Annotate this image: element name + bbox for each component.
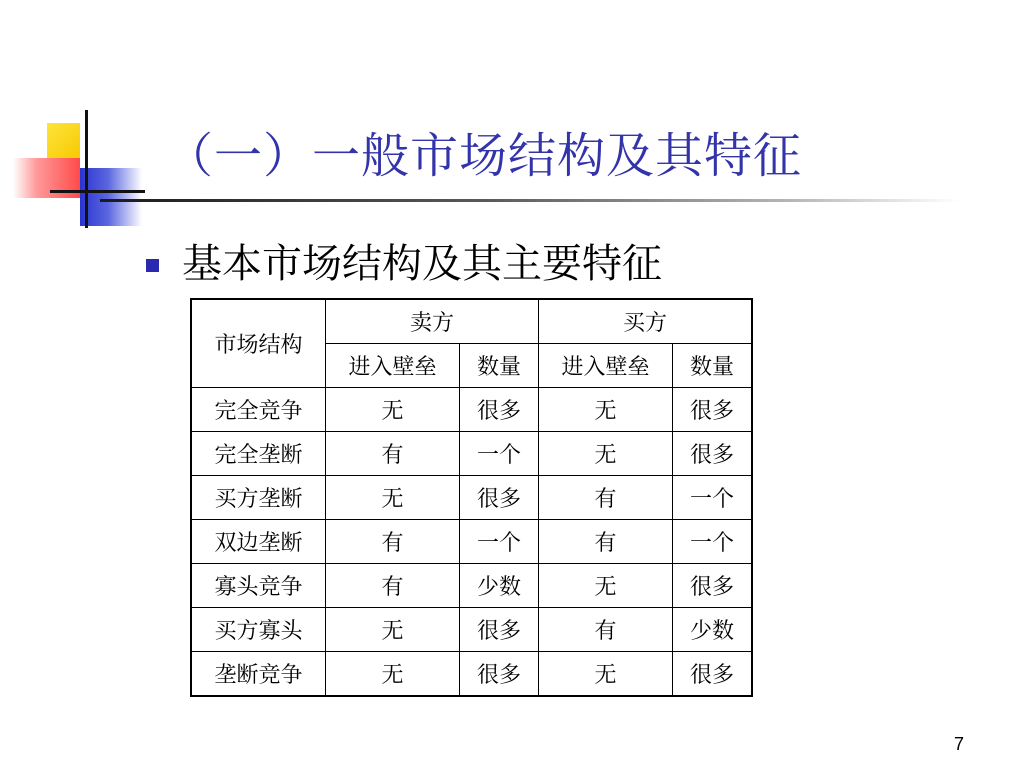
table-cell: 有 xyxy=(326,432,460,476)
bullet-square-icon xyxy=(146,259,159,272)
table-cell: 有 xyxy=(539,476,673,520)
table-cell-structure: 买方垄断 xyxy=(191,476,326,520)
seller-group-header: 卖方 xyxy=(326,299,539,344)
table-cell: 有 xyxy=(539,608,673,652)
table-cell: 无 xyxy=(326,608,460,652)
table-cell-structure: 买方寡头 xyxy=(191,608,326,652)
decoration-vertical-line xyxy=(85,110,88,228)
table-cell: 无 xyxy=(326,652,460,697)
decoration-horizontal-line xyxy=(50,190,145,193)
table-cell: 无 xyxy=(539,432,673,476)
table-cell: 很多 xyxy=(460,388,539,432)
table-cell: 很多 xyxy=(460,608,539,652)
bullet-text: 基本市场结构及其主要特征 xyxy=(182,241,662,287)
subheader-buyer-count: 数量 xyxy=(673,344,753,388)
table-header-row xyxy=(191,299,752,344)
table-cell: 有 xyxy=(326,564,460,608)
table-cell: 少数 xyxy=(460,564,539,608)
table-cell-structure: 完全垄断 xyxy=(191,432,326,476)
decoration-blue-square xyxy=(80,168,142,226)
table-cell: 无 xyxy=(539,388,673,432)
table-corner-header: 市场结构 xyxy=(191,299,326,388)
subheader-buyer-barrier: 进入壁垒 xyxy=(539,344,673,388)
table-cell: 很多 xyxy=(460,476,539,520)
table-cell: 有 xyxy=(539,520,673,564)
table-cell: 无 xyxy=(539,564,673,608)
table-cell-structure: 寡头竞争 xyxy=(191,564,326,608)
page-number: 7 xyxy=(953,734,964,754)
table-cell: 少数 xyxy=(673,608,753,652)
title-decoration xyxy=(0,0,160,240)
table-cell: 一个 xyxy=(673,520,753,564)
buyer-group-header: 买方 xyxy=(539,299,753,344)
table-cell: 一个 xyxy=(460,432,539,476)
table-cell: 很多 xyxy=(460,652,539,697)
title-underline xyxy=(100,199,960,202)
subheader-seller-barrier: 进入壁垒 xyxy=(326,344,460,388)
slide-title: （一）一般市场结构及其特征 xyxy=(165,128,803,184)
decoration-yellow-square xyxy=(47,123,80,162)
table-row xyxy=(191,476,752,520)
table-row xyxy=(191,652,752,697)
table-cell-structure: 完全竞争 xyxy=(191,388,326,432)
table-cell: 很多 xyxy=(673,564,753,608)
table-cell: 无 xyxy=(539,652,673,697)
table-row xyxy=(191,432,752,476)
table-cell: 无 xyxy=(326,388,460,432)
table-row xyxy=(191,564,752,608)
table-cell: 有 xyxy=(326,520,460,564)
subheader-seller-count: 数量 xyxy=(460,344,539,388)
table-cell: 很多 xyxy=(673,432,753,476)
table-body xyxy=(191,388,752,697)
table-row xyxy=(191,608,752,652)
table-cell: 很多 xyxy=(673,652,753,697)
table-cell: 一个 xyxy=(460,520,539,564)
table-cell: 很多 xyxy=(673,388,753,432)
table-row xyxy=(191,520,752,564)
table-cell: 无 xyxy=(326,476,460,520)
market-structure-table xyxy=(190,298,753,697)
table-cell-structure: 双边垄断 xyxy=(191,520,326,564)
table-cell: 一个 xyxy=(673,476,753,520)
table-cell-structure: 垄断竞争 xyxy=(191,652,326,697)
table-row xyxy=(191,388,752,432)
